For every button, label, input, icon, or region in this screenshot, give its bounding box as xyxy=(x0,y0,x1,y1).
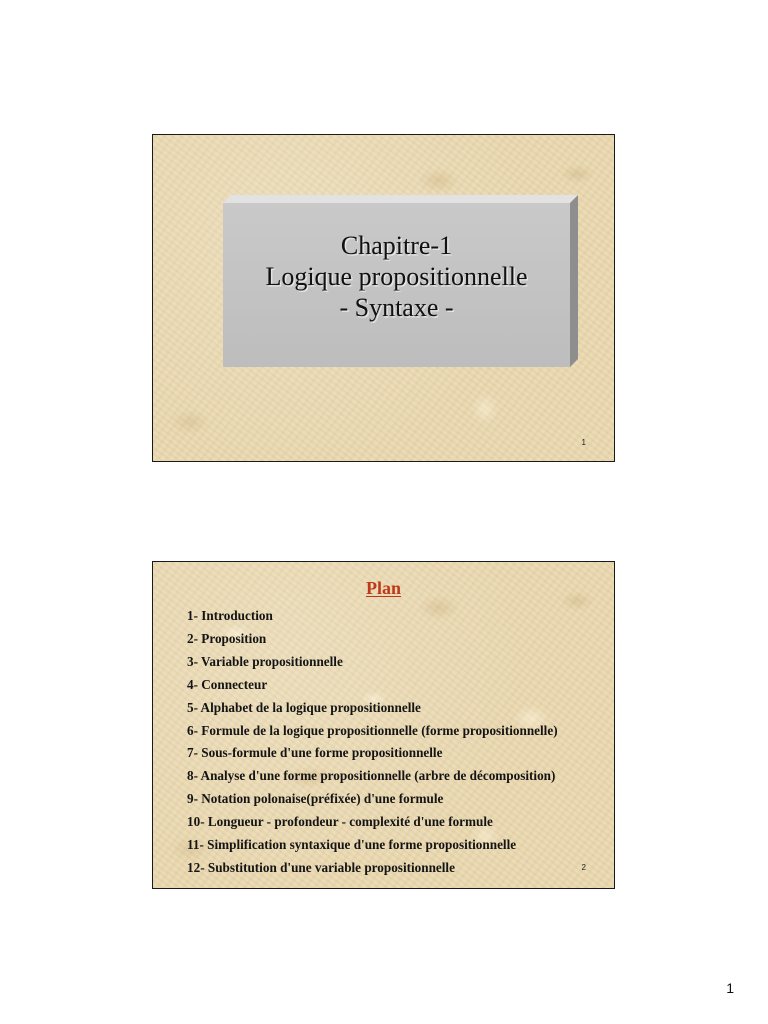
plan-heading: Plan xyxy=(365,578,401,598)
plan-item: 8- Analyse d'une forme propositionnelle (arbre de décomposition) xyxy=(187,768,556,784)
plan-item: 11- Simplification syntaxique d'une forme propositionnelle xyxy=(187,837,517,853)
plan-item: 6- Formule de la logique propositionnelle (forme propositionnelle) xyxy=(187,722,558,738)
plan-item: 12- Substitution d'une variable propositionnelle xyxy=(187,859,455,875)
plan-item: 1- Introduction xyxy=(187,608,273,623)
plan-item: 5- Alphabet de la logique propositionnelle xyxy=(187,699,421,715)
slide-1 xyxy=(152,134,615,462)
title-box-face xyxy=(223,203,570,367)
slide-2 xyxy=(152,561,615,889)
chapter-subject: Logique propositionnelle xyxy=(265,261,528,291)
title-box-bevel-top xyxy=(223,195,578,203)
plan-list xyxy=(187,605,615,880)
chapter-title: Chapitre-1 xyxy=(340,230,453,260)
plan-item: 2- Proposition xyxy=(187,630,267,646)
plan-item: 4- Connecteur xyxy=(187,676,268,692)
plan-item: 7- Sous-formule d'une forme propositionnelle xyxy=(187,745,443,761)
plan-item: 10- Longueur - profondeur - complexité d'une formule xyxy=(187,814,493,830)
plan-item: 9- Notation polonaise(préfixée) d'une formule xyxy=(187,791,444,807)
slide-number: 2 xyxy=(581,863,586,872)
chapter-subtitle: - Syntaxe - xyxy=(339,292,454,322)
title-box-bevel-side xyxy=(570,195,578,367)
title-box xyxy=(223,195,570,367)
page-number: 1 xyxy=(726,980,734,996)
slide-number: 1 xyxy=(581,438,586,447)
plan-item: 3- Variable propositionnelle xyxy=(187,653,343,669)
